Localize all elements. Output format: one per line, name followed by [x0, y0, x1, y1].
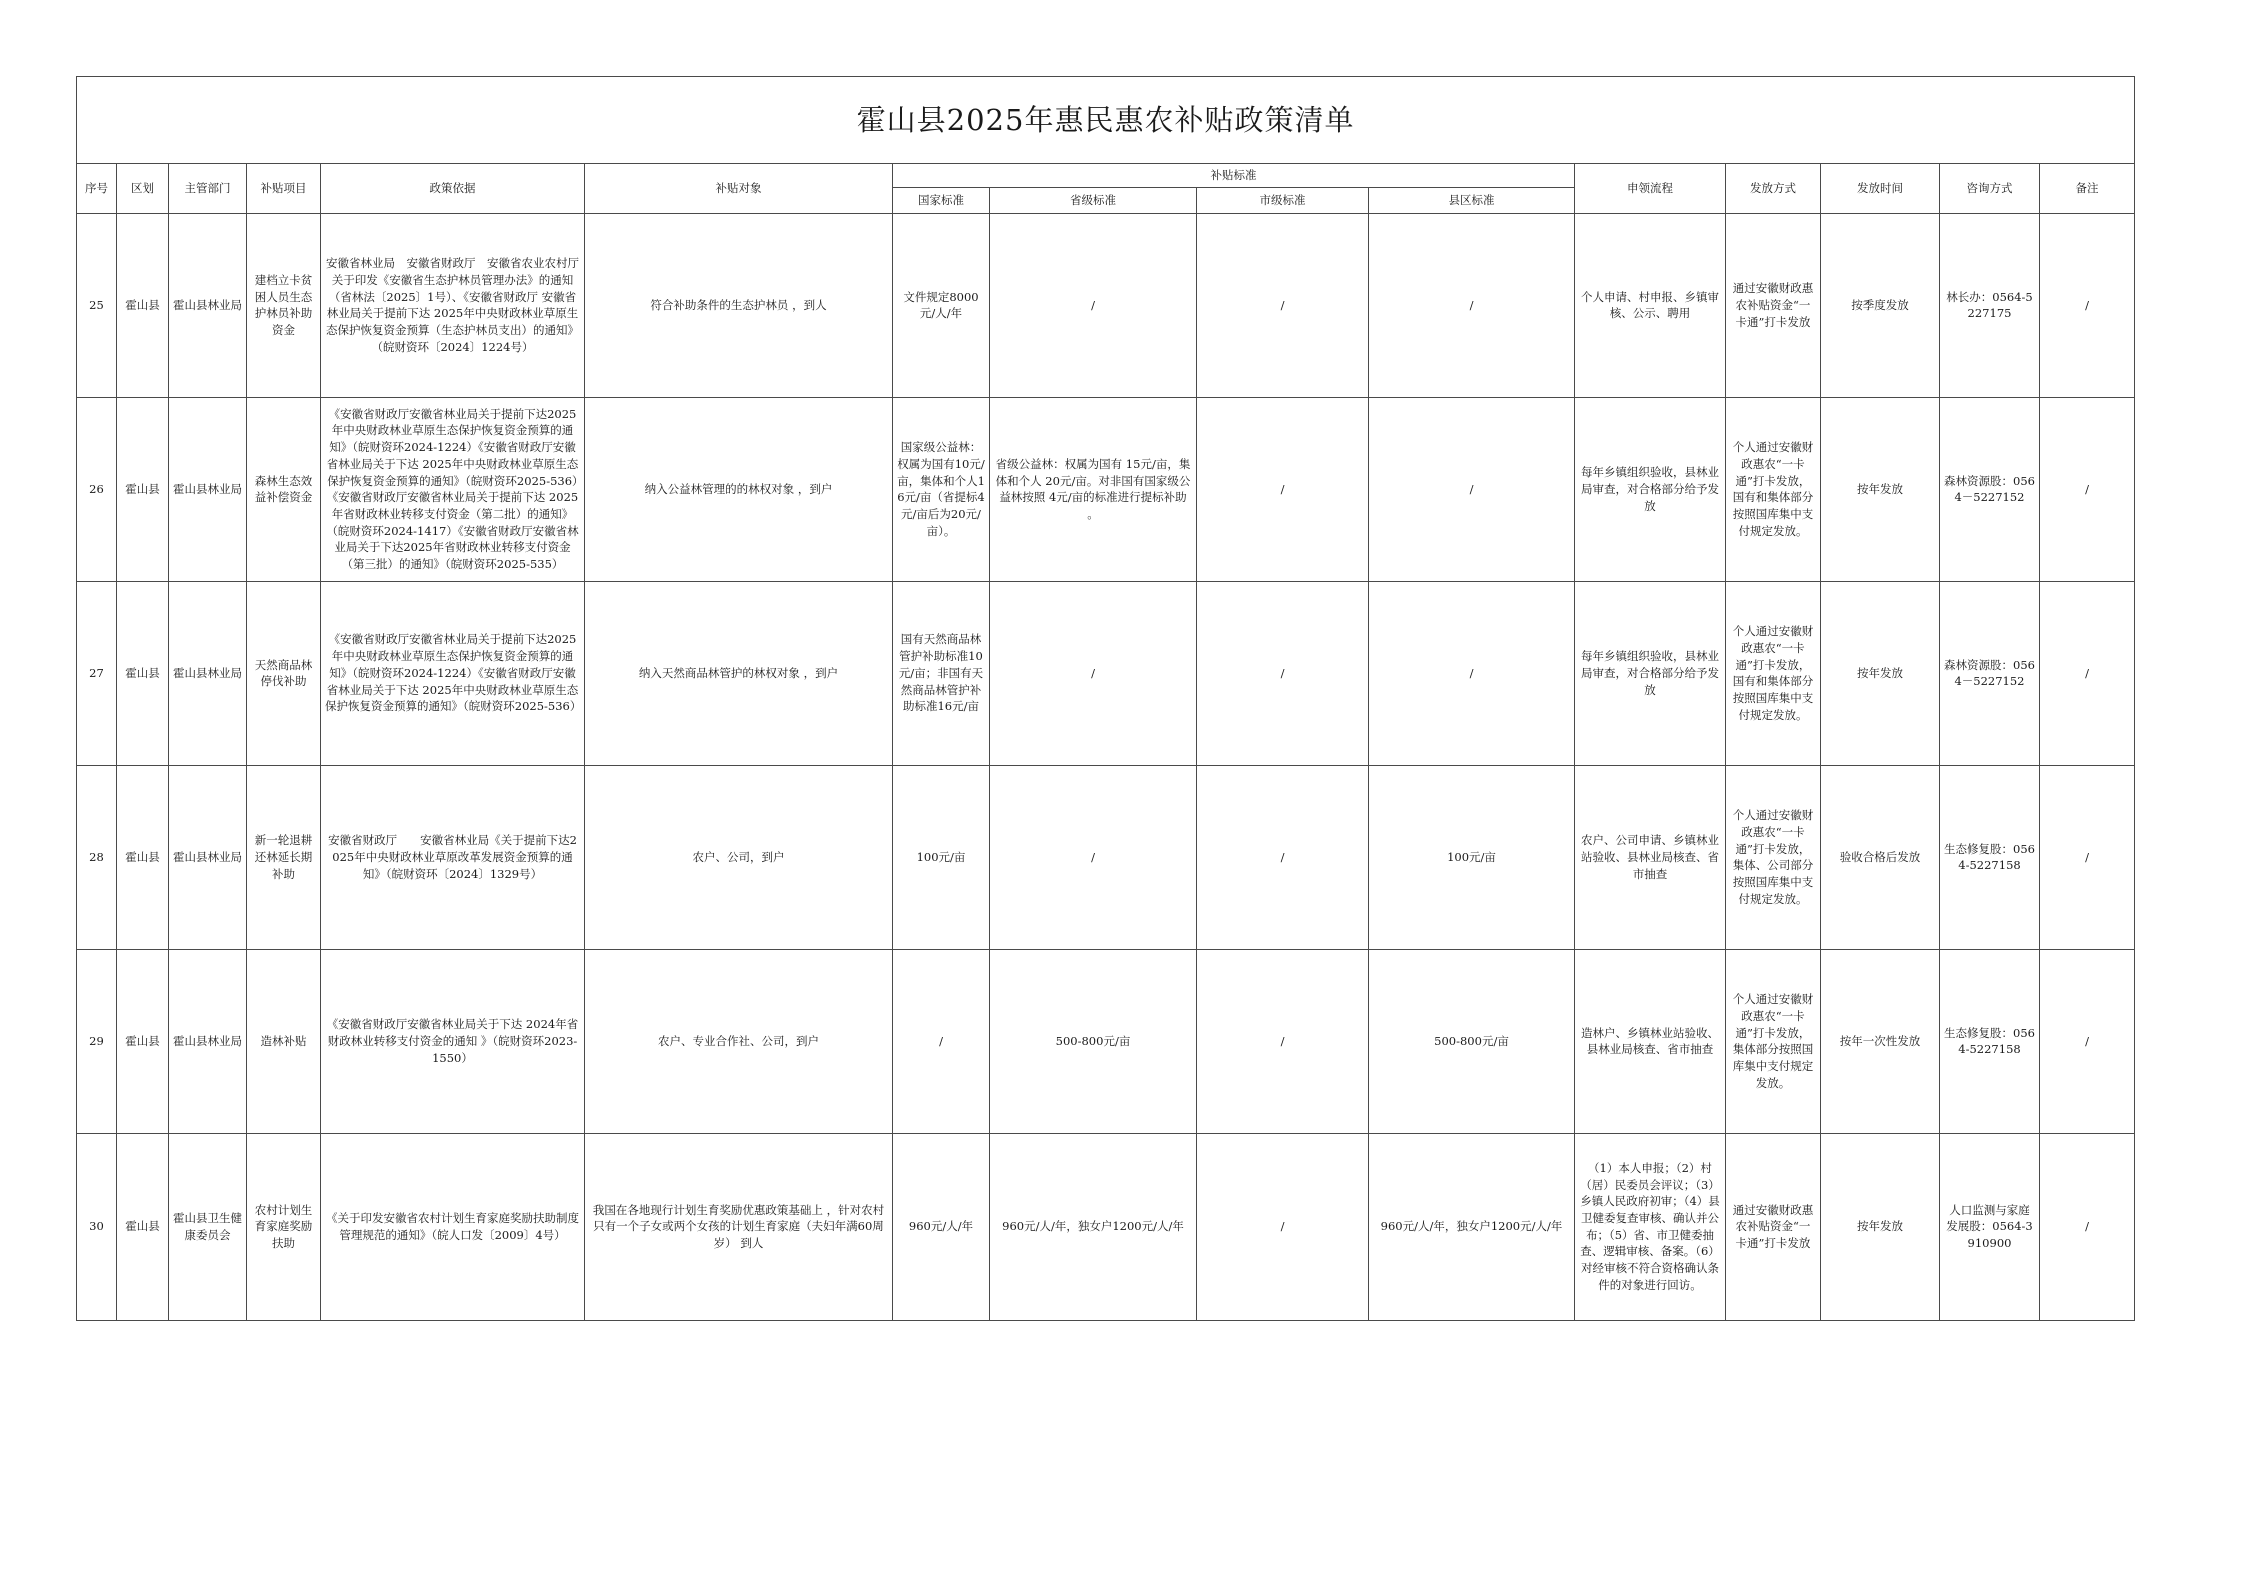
- header-project: 补贴项目: [247, 164, 321, 214]
- table-row: [77, 213, 2135, 397]
- header-city: 市级标准: [1197, 187, 1369, 213]
- cell-contact: 森林资源股：0564－5227152: [1940, 397, 2040, 581]
- header-district: 区划: [117, 164, 169, 214]
- cell-basis: 安徽省财政厅 安徽省林业局《关于提前下达2025年中央财政林业草原改革发展资金预算的通知》（皖财资环〔2024〕1329号）: [321, 765, 585, 949]
- cell-basis: 《安徽省财政厅安徽省林业局关于下达 2024年省财政林业转移支付资金的通知 》（皖财资环2023-1550）: [321, 949, 585, 1133]
- cell-city: /: [1197, 397, 1369, 581]
- cell-project: 造林补贴: [247, 949, 321, 1133]
- cell-project: 农村计划生育家庭奖励扶助: [247, 1133, 321, 1320]
- policy-sheet: [76, 76, 2134, 1321]
- header-method: 发放方式: [1726, 164, 1821, 214]
- cell-basis: 《安徽省财政厅安徽省林业局关于提前下达2025年中央财政林业草原生态保护恢复资金预算的通知》（皖财资环2024-1224）《安徽省财政厅安徽省林业局关于下达 2025年中央财政林业草原生态保护恢复资金预算的通知》（皖财资环2025-536）: [321, 581, 585, 765]
- cell-seq: 26: [77, 397, 117, 581]
- cell-district: 霍山县: [117, 213, 169, 397]
- cell-seq: 29: [77, 949, 117, 1133]
- header-provincial: 省级标准: [990, 187, 1197, 213]
- cell-national: 国家级公益林：权属为国有10元/亩，集体和个人16元/亩（省提标4元/亩后为20元/亩）。: [893, 397, 990, 581]
- cell-contact: 林长办：0564-5227175: [1940, 213, 2040, 397]
- cell-method: 通过安徽财政惠农补贴资金“一卡通”打卡发放: [1726, 213, 1821, 397]
- cell-project: 新一轮退耕还林延长期补助: [247, 765, 321, 949]
- cell-provincial: 省级公益林：权属为国有 15元/亩，集体和个人 20元/亩。对非国有国家级公益林按照 4元/亩的标准进行提标补助 。: [990, 397, 1197, 581]
- header-row: [77, 164, 2135, 188]
- cell-county: 100元/亩: [1369, 765, 1575, 949]
- cell-county: /: [1369, 213, 1575, 397]
- cell-provincial: /: [990, 581, 1197, 765]
- cell-national: 960元/人/年: [893, 1133, 990, 1320]
- header-note: 备注: [2040, 164, 2135, 214]
- cell-time: 验收合格后发放: [1821, 765, 1940, 949]
- cell-process: 个人申请、村申报、乡镇审核、公示、聘用: [1575, 213, 1726, 397]
- cell-county: /: [1369, 581, 1575, 765]
- cell-contact: 人口监测与家庭发展股：0564-3910900: [1940, 1133, 2040, 1320]
- cell-note: /: [2040, 949, 2135, 1133]
- cell-basis: 安徽省林业局 安徽省财政厅 安徽省农业农村厅关于印发《安徽省生态护林员管理办法》的通知（省林法〔2025〕1号）、《安徽省财政厅 安徽省林业局关于提前下达 2025年中央财政林业草原生态保护恢复资金预算（生态护林员支出）的通知》（皖财资环〔2024〕1224号）: [321, 213, 585, 397]
- cell-note: /: [2040, 213, 2135, 397]
- cell-national: 100元/亩: [893, 765, 990, 949]
- cell-city: /: [1197, 581, 1369, 765]
- cell-seq: 27: [77, 581, 117, 765]
- cell-note: /: [2040, 397, 2135, 581]
- cell-dept: 霍山县林业局: [169, 765, 247, 949]
- cell-method: 通过安徽财政惠农补贴资金“一卡通”打卡发放: [1726, 1133, 1821, 1320]
- cell-time: 按年一次性发放: [1821, 949, 1940, 1133]
- cell-process: 每年乡镇组织验收，县林业局审查，对合格部分给予发放: [1575, 397, 1726, 581]
- cell-time: 按季度发放: [1821, 213, 1940, 397]
- cell-contact: 生态修复股：0564-5227158: [1940, 765, 2040, 949]
- cell-process: 农户、公司申请、乡镇林业站验收、县林业局核查、省市抽查: [1575, 765, 1726, 949]
- cell-method: 个人通过安徽财政惠农“一卡通”打卡发放，国有和集体部分按照国库集中支付规定发放。: [1726, 397, 1821, 581]
- table-row: [77, 1133, 2135, 1320]
- cell-dept: 霍山县林业局: [169, 949, 247, 1133]
- page-title: 霍山县2025年惠民惠农补贴政策清单: [77, 77, 2135, 164]
- cell-dept: 霍山县林业局: [169, 397, 247, 581]
- cell-district: 霍山县: [117, 397, 169, 581]
- cell-target: 农户、公司，到户: [585, 765, 893, 949]
- cell-county: 500-800元/亩: [1369, 949, 1575, 1133]
- cell-city: /: [1197, 1133, 1369, 1320]
- cell-target: 纳入公益林管理的的林权对象 ，到户: [585, 397, 893, 581]
- cell-city: /: [1197, 213, 1369, 397]
- cell-district: 霍山县: [117, 581, 169, 765]
- table-row: [77, 581, 2135, 765]
- header-contact: 咨询方式: [1940, 164, 2040, 214]
- cell-project: 建档立卡贫困人员生态护林员补助资金: [247, 213, 321, 397]
- cell-target: 纳入天然商品林管护的林权对象 ，到户: [585, 581, 893, 765]
- cell-district: 霍山县: [117, 949, 169, 1133]
- header-standard-group: 补贴标准: [893, 164, 1575, 188]
- cell-note: /: [2040, 765, 2135, 949]
- cell-note: /: [2040, 1133, 2135, 1320]
- cell-contact: 森林资源股：0564－5227152: [1940, 581, 2040, 765]
- cell-county: /: [1369, 397, 1575, 581]
- cell-seq: 28: [77, 765, 117, 949]
- policy-table: [76, 76, 2135, 1321]
- cell-target: 农户、专业合作社、公司，到户: [585, 949, 893, 1133]
- cell-national: /: [893, 949, 990, 1133]
- header-process: 申领流程: [1575, 164, 1726, 214]
- cell-dept: 霍山县林业局: [169, 213, 247, 397]
- table-row: [77, 949, 2135, 1133]
- header-time: 发放时间: [1821, 164, 1940, 214]
- cell-county: 960元/人/年，独女户1200元/人/年: [1369, 1133, 1575, 1320]
- cell-provincial: /: [990, 213, 1197, 397]
- cell-national: 文件规定8000元/人/年: [893, 213, 990, 397]
- cell-time: 按年发放: [1821, 581, 1940, 765]
- cell-project: 森林生态效益补偿资金: [247, 397, 321, 581]
- header-national: 国家标准: [893, 187, 990, 213]
- cell-project: 天然商品林停伐补助: [247, 581, 321, 765]
- cell-method: 个人通过安徽财政惠农“一卡通”打卡发放，集体部分按照国库集中支付规定发放。: [1726, 949, 1821, 1133]
- cell-city: /: [1197, 949, 1369, 1133]
- cell-contact: 生态修复股：0564-5227158: [1940, 949, 2040, 1133]
- cell-city: /: [1197, 765, 1369, 949]
- header-target: 补贴对象: [585, 164, 893, 214]
- cell-method: 个人通过安徽财政惠农“一卡通”打卡发放，国有和集体部分按照国库集中支付规定发放。: [1726, 581, 1821, 765]
- table-row: [77, 397, 2135, 581]
- cell-time: 按年发放: [1821, 1133, 1940, 1320]
- cell-district: 霍山县: [117, 765, 169, 949]
- header-basis: 政策依据: [321, 164, 585, 214]
- cell-provincial: /: [990, 765, 1197, 949]
- header-dept: 主管部门: [169, 164, 247, 214]
- cell-provincial: 960元/人/年，独女户1200元/人/年: [990, 1133, 1197, 1320]
- cell-provincial: 500-800元/亩: [990, 949, 1197, 1133]
- cell-seq: 25: [77, 213, 117, 397]
- cell-target: 符合补助条件的生态护林员 ，到人: [585, 213, 893, 397]
- cell-process: 每年乡镇组织验收，县林业局审查，对合格部分给予发放: [1575, 581, 1726, 765]
- header-seq: 序号: [77, 164, 117, 214]
- cell-method: 个人通过安徽财政惠农“一卡通”打卡发放，集体、公司部分按照国库集中支付规定发放。: [1726, 765, 1821, 949]
- cell-process: （1）本人申报；（2）村（居）民委员会评议；（3）乡镇人民政府初审；（4）县卫健委复查审核、确认并公布；（5）省、市卫健委抽查、逻辑审核、备案。（6）对经审核不符合资格确认条件的对象进行回访。: [1575, 1133, 1726, 1320]
- cell-dept: 霍山县卫生健康委员会: [169, 1133, 247, 1320]
- cell-district: 霍山县: [117, 1133, 169, 1320]
- cell-national: 国有天然商品林管护补助标准10元/亩；非国有天然商品林管护补助标准16元/亩: [893, 581, 990, 765]
- table-row: [77, 765, 2135, 949]
- cell-note: /: [2040, 581, 2135, 765]
- cell-dept: 霍山县林业局: [169, 581, 247, 765]
- cell-basis: 《安徽省财政厅安徽省林业局关于提前下达2025年中央财政林业草原生态保护恢复资金预算的通知》（皖财资环2024-1224）《安徽省财政厅安徽省林业局关于下达 2025年中央财政林业草原生态保护恢复资金预算的通知》（皖财资环2025-536）《安徽省财政厅安徽省林业局关于提前下达 2025年省财政林业转移支付资金（第二批）的通知》（皖财资环2024-1417）《安徽省财政厅安徽省林业局关于下达2025年省财政林业转移支付资金（第三批）的通知》（皖财资环2025-535）: [321, 397, 585, 581]
- cell-time: 按年发放: [1821, 397, 1940, 581]
- cell-process: 造林户、乡镇林业站验收、县林业局核查、省市抽查: [1575, 949, 1726, 1133]
- header-county: 县区标准: [1369, 187, 1575, 213]
- cell-basis: 《关于印发安徽省农村计划生育家庭奖励扶助制度管理规范的通知》（皖人口发〔2009〕4号）: [321, 1133, 585, 1320]
- cell-seq: 30: [77, 1133, 117, 1320]
- cell-target: 我国在各地现行计划生育奖励优惠政策基础上 ，针对农村只有一个子女或两个女孩的计划生育家庭（夫妇年满60周岁） 到人: [585, 1133, 893, 1320]
